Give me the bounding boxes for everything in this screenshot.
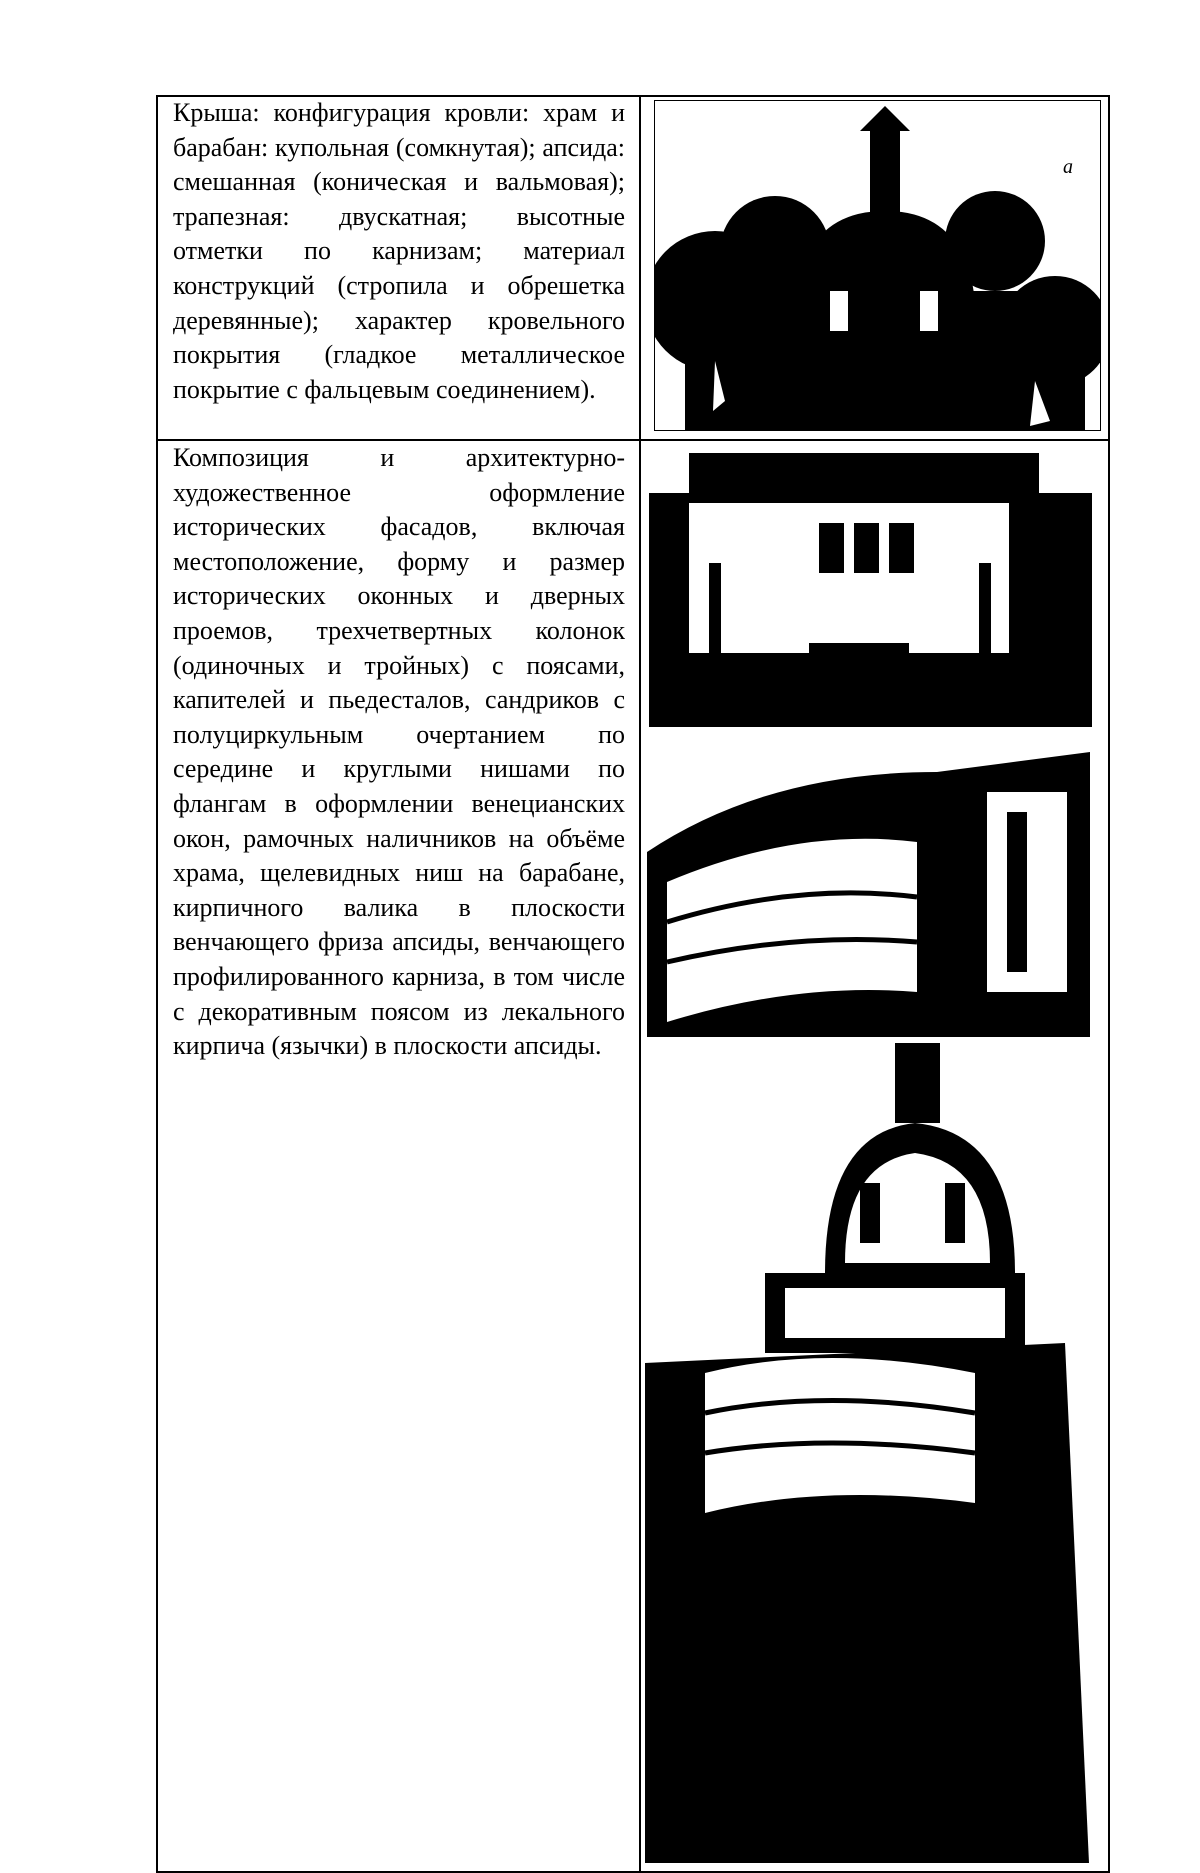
church-ruin-photo [645,1043,1089,1863]
roof-description-text: Крыша: конфигурация кровли: храм и барабан: купольная (сомкнутая); апсида: смешанная (коническая и вальмовая); трапезная: двускатная; высотные отметки по карнизам; материал конструкций (стропила и обрешетка деревянные); характер кровельного покрытия (гладкое металлическое покрытие с фальцевым соединением). [173,98,625,404]
photo-annotation: a [1063,156,1073,178]
facade-description-text: Композиция и архитектурно-художественное оформление исторических фасадов, включая местоположение, форму и размер исторических оконных и дверных проемов, трехчетвертных колонок (одиночных и тройных) с поясами, капителей и пьедесталов, сандриков с полуциркульным очертанием по середине и круглыми нишами по флангам в оформлении венецианских окон, рамочных наличников на объёме храма, щелевидных ниш на барабане, кирпичного валика в плоскости венчающего фриза апсиды, венчающего профилированного карниза, в том числе с декоративным поясом из лекального кирпича (язычки) в плоскости апсиды. [173,443,625,1061]
roof-description-cell [173,96,625,407]
facade-description-cell [173,441,625,1064]
table-right-border [1108,95,1110,1873]
church-dome-photo [654,100,1101,431]
table-left-border [156,95,158,1873]
column-divider [639,95,641,1873]
apse-wall-photo [647,732,1090,1037]
facade-windows-photo [649,443,1092,727]
